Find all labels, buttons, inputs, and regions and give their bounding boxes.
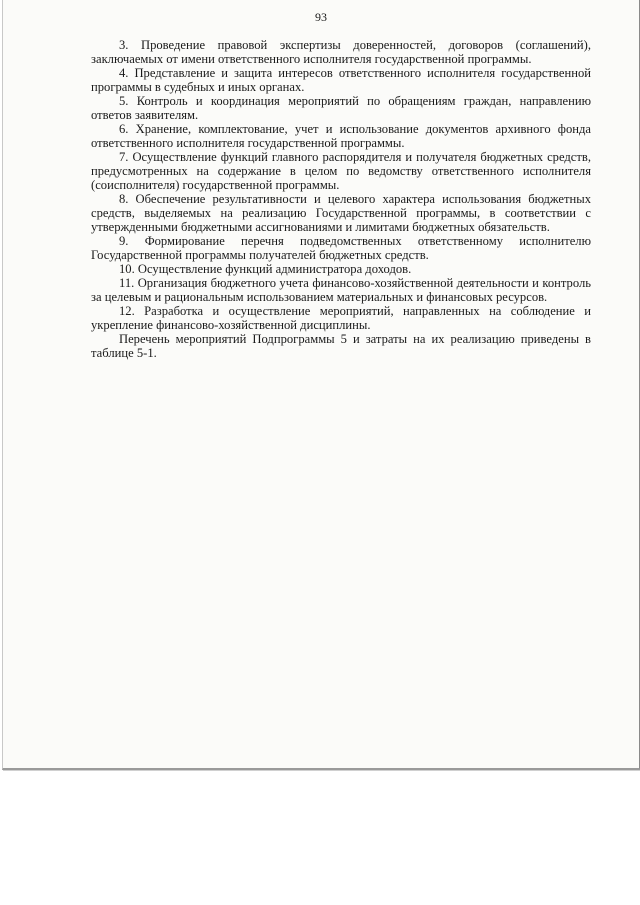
paragraph-item-7: 7. Осуществление функций главного распорядителя и получателя бюджетных средств, предусмотренных на содержание в целом по ведомству ответственного исполнителя (соисполнителя) государственной программы. <box>91 150 591 192</box>
paragraph-item-11: 11. Организация бюджетного учета финансово-хозяйственной деятельности и контроль за целевым и рациональным использованием материальных и финансовых ресурсов. <box>91 276 591 304</box>
paragraph-item-8: 8. Обеспечение результативности и целевого характера использования бюджетных средств, выделяемых на реализацию Государственной программы, в соответствии с утвержденными бюджетными ассигнованиями и лимитами бюджетных обязательств. <box>91 192 591 234</box>
paragraph-item-4: 4. Представление и защита интересов ответственного исполнителя государственной программы в судебных и иных органах. <box>91 66 591 94</box>
paragraph-item-6: 6. Хранение, комплектование, учет и использование документов архивного фонда ответственного исполнителя государственной программы. <box>91 122 591 150</box>
paragraph-item-12: 12. Разработка и осуществление мероприятий, направленных на соблюдение и укрепление финансово-хозяйственной дисциплины. <box>91 304 591 332</box>
paragraph-closing: Перечень мероприятий Подпрограммы 5 и затраты на их реализацию приведены в таблице 5-1. <box>91 332 591 360</box>
text-body <box>91 38 591 360</box>
page-number: 93 <box>315 10 327 24</box>
paragraph-item-3: 3. Проведение правовой экспертизы доверенностей, договоров (соглашений), заключаемых от имени ответственного исполнителя государственной программы. <box>91 38 591 66</box>
document-page <box>2 0 640 770</box>
paragraph-item-5: 5. Контроль и координация мероприятий по обращениям граждан, направлению ответов заявителям. <box>91 94 591 122</box>
paragraph-item-10: 10. Осуществление функций администратора доходов. <box>119 262 412 276</box>
paragraph-item-9: 9. Формирование перечня подведомственных ответственному исполнителю Государственной программы получателей бюджетных средств. <box>91 234 591 262</box>
